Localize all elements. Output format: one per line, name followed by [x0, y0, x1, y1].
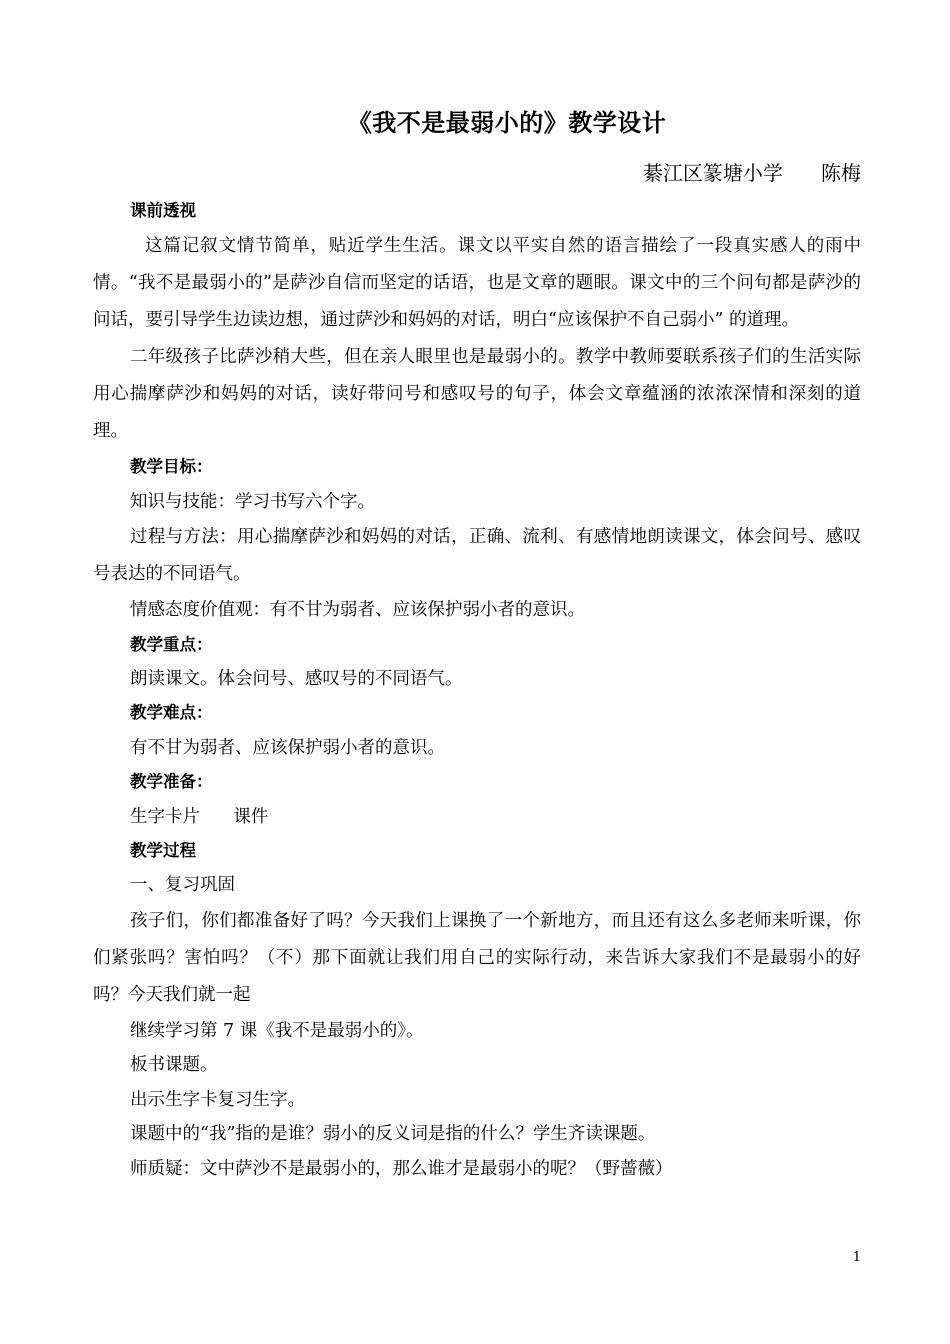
- section-heading-preparation: 教学准备：: [130, 772, 213, 792]
- paragraph: 师质疑：文中萨沙不是最弱小的，那么谁才是最弱小的呢？（野蔷薇）: [130, 1158, 673, 1179]
- key-points-text: 朗读课文。体会问号、感叹号的不同语气。: [130, 669, 463, 690]
- document-page: [93, 0, 861, 1344]
- author-line: 綦江区篆塘小学 陈梅: [642, 161, 861, 185]
- paragraph: 课题中的“我”指的是谁？弱小的反义词是指的什么？学生齐读课题。: [130, 1124, 656, 1145]
- goal-process: 过程与方法：用心揣摩萨沙和妈妈的对话，正确、流利、有感情地朗读课文，体会问号、感叹号表达的不同语气。: [93, 527, 861, 585]
- section-heading-difficulties: 教学难点：: [130, 703, 213, 723]
- paragraph: 这篇记叙文情节简单，贴近学生生活。课文以平实自然的语言描绘了一段真实感人的雨中情。“我不是最弱小的”是萨沙自信而坚定的话语，也是文章的题眼。课文中的三个问句都是萨沙的问话，要引导学生边读边想，通过萨沙和妈妈的对话，明白“应该保护不自己弱小” 的道理。: [93, 236, 861, 331]
- goal-emotion: 情感态度价值观：有不甘为弱者、应该保护弱小者的意识。: [130, 600, 585, 621]
- document-title: 《我不是最弱小的》教学设计: [347, 109, 667, 137]
- page-number: 1: [852, 1250, 861, 1265]
- document-body: [93, 194, 861, 1186]
- step-title: 一、复习巩固: [130, 875, 235, 896]
- difficulties-text: 有不甘为弱者、应该保护弱小者的意识。: [130, 737, 445, 758]
- goal-knowledge: 知识与技能：学习书写六个字。: [130, 491, 375, 512]
- preparation-text: 生字卡片 课件: [130, 806, 269, 827]
- section-heading-key-points: 教学重点：: [130, 634, 213, 654]
- paragraph: 继续学习第 7 课《我不是最弱小的》。: [130, 1020, 424, 1041]
- paragraph: 出示生字卡复习生字。: [130, 1089, 305, 1110]
- section-heading-goals: 教学目标：: [130, 457, 213, 477]
- paragraph: 板书课题。: [130, 1055, 218, 1076]
- paragraph: 孩子们，你们都准备好了吗？今天我们上课换了一个新地方，而且还有这么多老师来听课，你们紧张吗？害怕吗？（不）那下面就让我们用自己的实际行动，来告诉大家我们不是最弱小的好吗？今天我们就一起: [93, 910, 861, 1005]
- section-heading-preview: 课前透视: [130, 201, 196, 220]
- paragraph: 二年级孩子比萨沙稍大些，但在亲人眼里也是最弱小的。教学中教师要联系孩子们的生活实际用心揣摩萨沙和妈妈的对话，读好带问号和感叹号的句子，体会文章蕴涵的浓浓深情和深刻的道理。: [93, 347, 861, 442]
- section-heading-process: 教学过程: [130, 841, 196, 861]
